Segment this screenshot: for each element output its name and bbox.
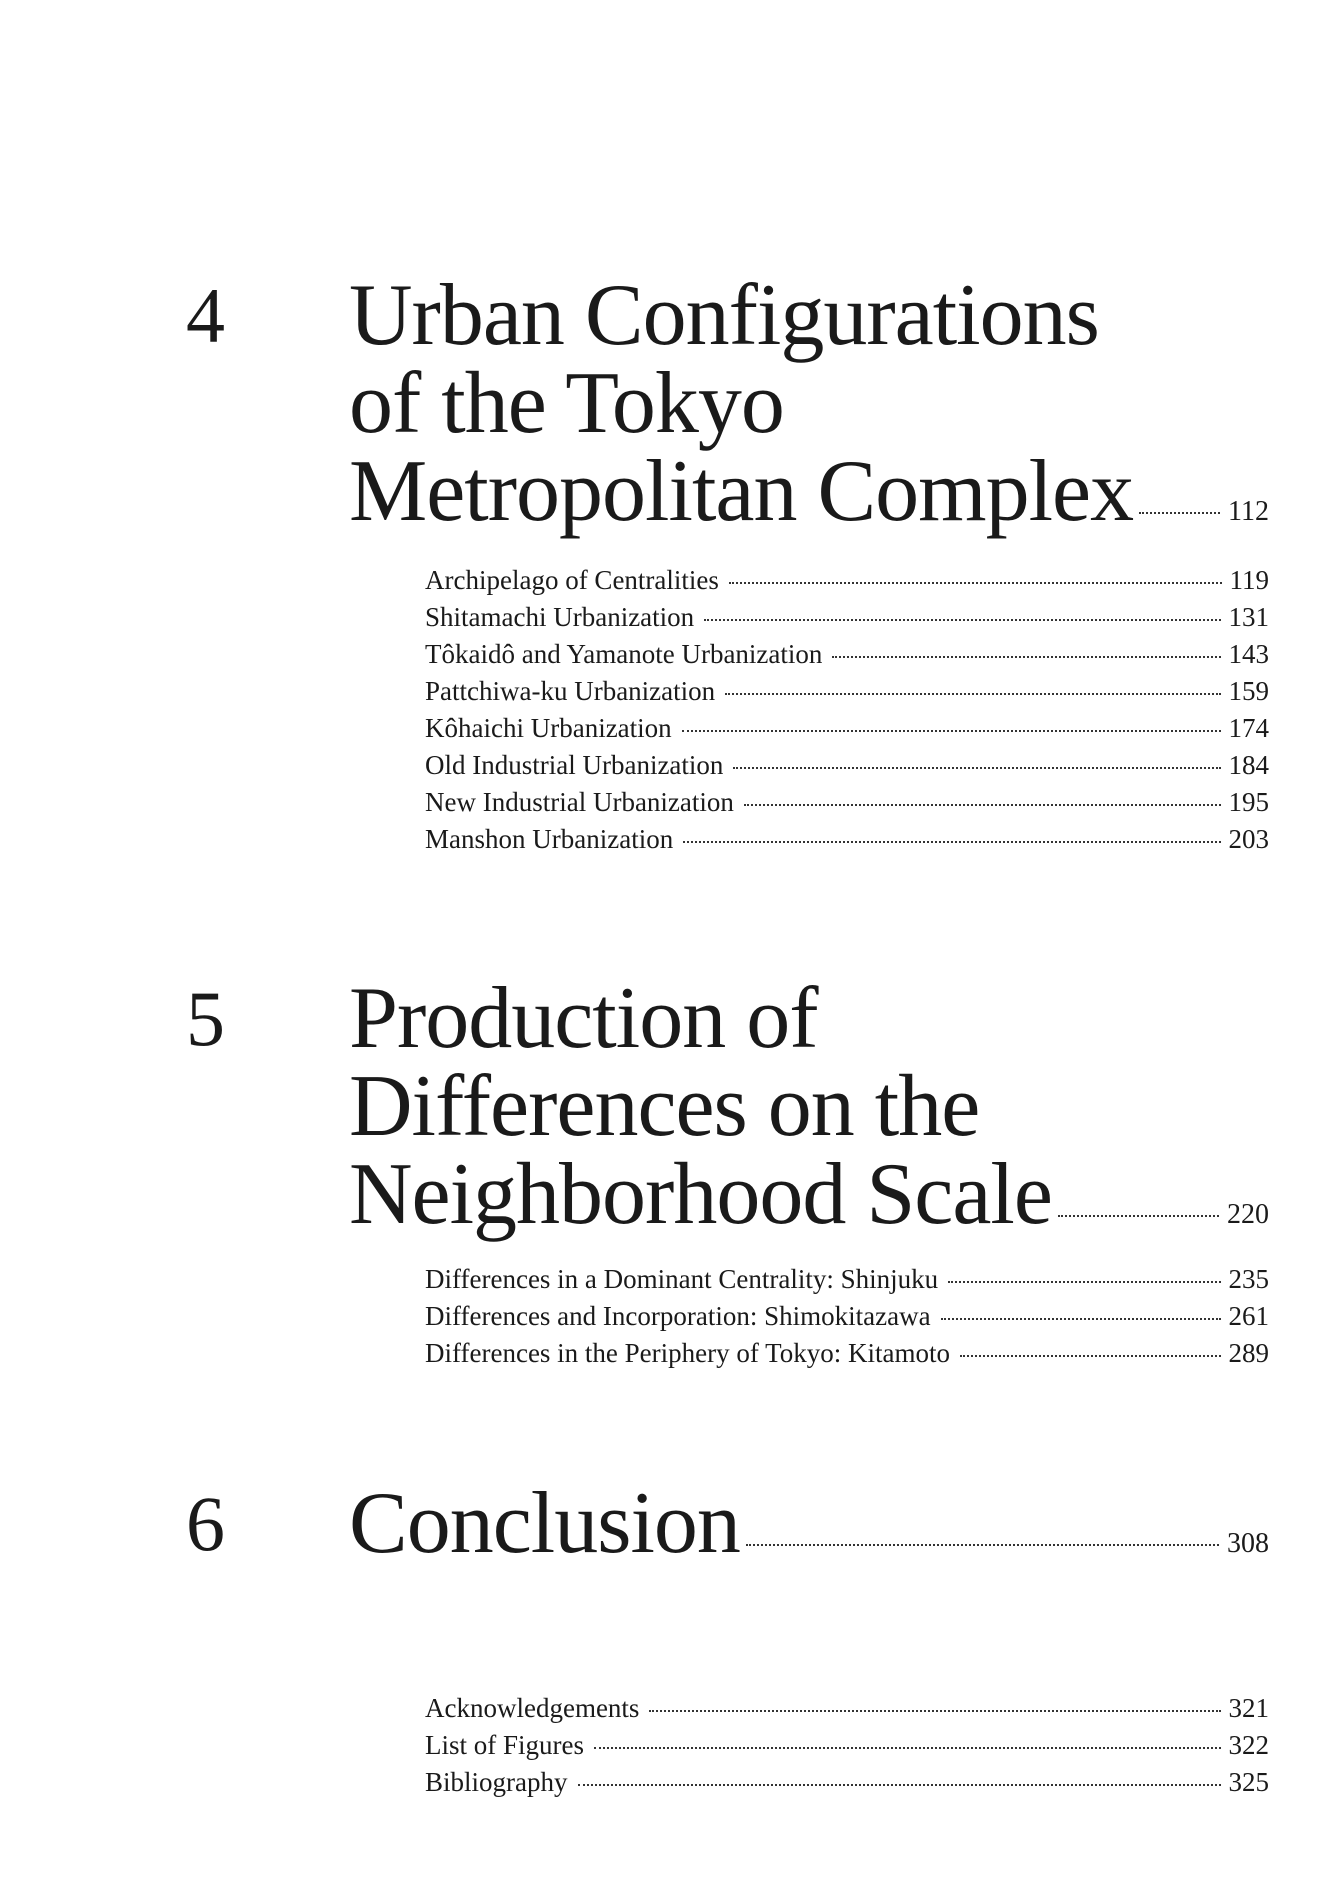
toc-entry[interactable] [425,599,1269,636]
dot-leader [733,767,1220,769]
toc-entry[interactable] [425,821,1269,858]
toc-entry-page: 195 [1228,787,1269,817]
toc-entry-label: Differences and Incorporation: Shimokitazawa [425,1301,931,1331]
toc-entry-label: List of Figures [425,1730,584,1760]
dot-leader [649,1710,1220,1712]
toc-entry-label: Bibliography [425,1767,568,1797]
toc-entry-page: 261 [1228,1301,1269,1331]
toc-entry-label: Kôhaichi Urbanization [425,713,672,743]
toc-entry-page: 325 [1228,1767,1269,1797]
toc-entry-page: 322 [1228,1730,1269,1760]
section-list [425,562,1269,858]
chapter-title-line: Production of [349,970,818,1067]
toc-entry[interactable] [425,562,1269,599]
chapter-page-number[interactable]: 220 [1227,1199,1269,1230]
chapter-page-number[interactable]: 308 [1227,1528,1269,1559]
toc-entry-label: New Industrial Urbanization [425,787,734,817]
chapter-title-line: of the Tokyo [349,355,784,452]
toc-entry[interactable] [425,1335,1269,1372]
toc-entry-page: 184 [1228,750,1269,780]
dot-leader [941,1318,1221,1320]
back-matter-list [425,1690,1269,1801]
dot-leader [729,582,1222,584]
toc-entry[interactable] [425,1764,1269,1801]
chapter-title-line: Urban Configurations [349,267,1099,364]
toc-entry[interactable] [425,710,1269,747]
dot-leader [960,1355,1221,1357]
toc-entry-page: 289 [1228,1338,1269,1368]
toc-entry[interactable] [425,1727,1269,1764]
toc-entry-label: Pattchiwa-ku Urbanization [425,676,716,706]
toc-entry[interactable] [425,673,1269,710]
toc-entry-page: 203 [1228,824,1269,854]
toc-entry-label: Tôkaidô and Yamanote Urbanization [425,639,823,669]
chapter-title [349,267,1269,556]
toc-entry[interactable] [425,1261,1269,1298]
section-list [425,1261,1269,1372]
dot-leader [1058,1215,1219,1217]
toc-entry-label: Manshon Urbanization [425,824,674,854]
chapter-number: 5 [186,975,225,1062]
chapter-title-last-line [349,1146,1269,1259]
toc-entry-page: 159 [1228,676,1269,706]
chapter-title-line: Conclusion [349,1475,740,1572]
dot-leader [594,1747,1221,1749]
toc-entry[interactable] [425,1298,1269,1335]
dot-leader [578,1784,1221,1786]
chapter-title-line: Differences on the [349,1058,980,1155]
chapter-number: 6 [186,1480,225,1567]
toc-entry-label: Shitamachi Urbanization [425,602,695,632]
chapter-title [349,1475,1269,1588]
dot-leader [683,841,1220,843]
toc-entry-page: 174 [1228,713,1269,743]
chapter-title [349,970,1269,1259]
dot-leader [832,656,1220,658]
toc-entry-label: Old Industrial Urbanization [425,750,724,780]
dot-leader [704,619,1220,621]
chapter-number: 4 [186,272,225,359]
toc-entry-label: Differences in a Dominant Centrality: Shinjuku [425,1264,939,1294]
toc-entry-label: Archipelago of Centralities [425,565,719,595]
toc-entry-page: 321 [1228,1693,1269,1723]
chapter-title-last-line [349,443,1269,556]
toc-entry-label: Differences in the Periphery of Tokyo: Kitamoto [425,1338,950,1368]
toc-entry-page: 143 [1228,639,1269,669]
toc-entry-page: 235 [1228,1264,1269,1294]
toc-entry[interactable] [425,636,1269,673]
toc-entry-page: 119 [1229,565,1269,595]
dot-leader [948,1281,1220,1283]
chapter-page-number[interactable]: 112 [1228,496,1269,527]
chapter-title-line: Neighborhood Scale [349,1146,1052,1243]
dot-leader [1139,512,1220,514]
chapter-title-last-line [349,1475,1269,1588]
dot-leader [725,693,1220,695]
chapter-title-line: Metropolitan Complex [349,443,1134,540]
dot-leader [746,1544,1219,1546]
toc-entry[interactable] [425,784,1269,821]
dot-leader [744,804,1221,806]
toc-entry-page: 131 [1228,602,1269,632]
dot-leader [682,730,1221,732]
toc-entry[interactable] [425,1690,1269,1727]
toc-entry[interactable] [425,747,1269,784]
toc-entry-label: Acknowledgements [425,1693,640,1723]
